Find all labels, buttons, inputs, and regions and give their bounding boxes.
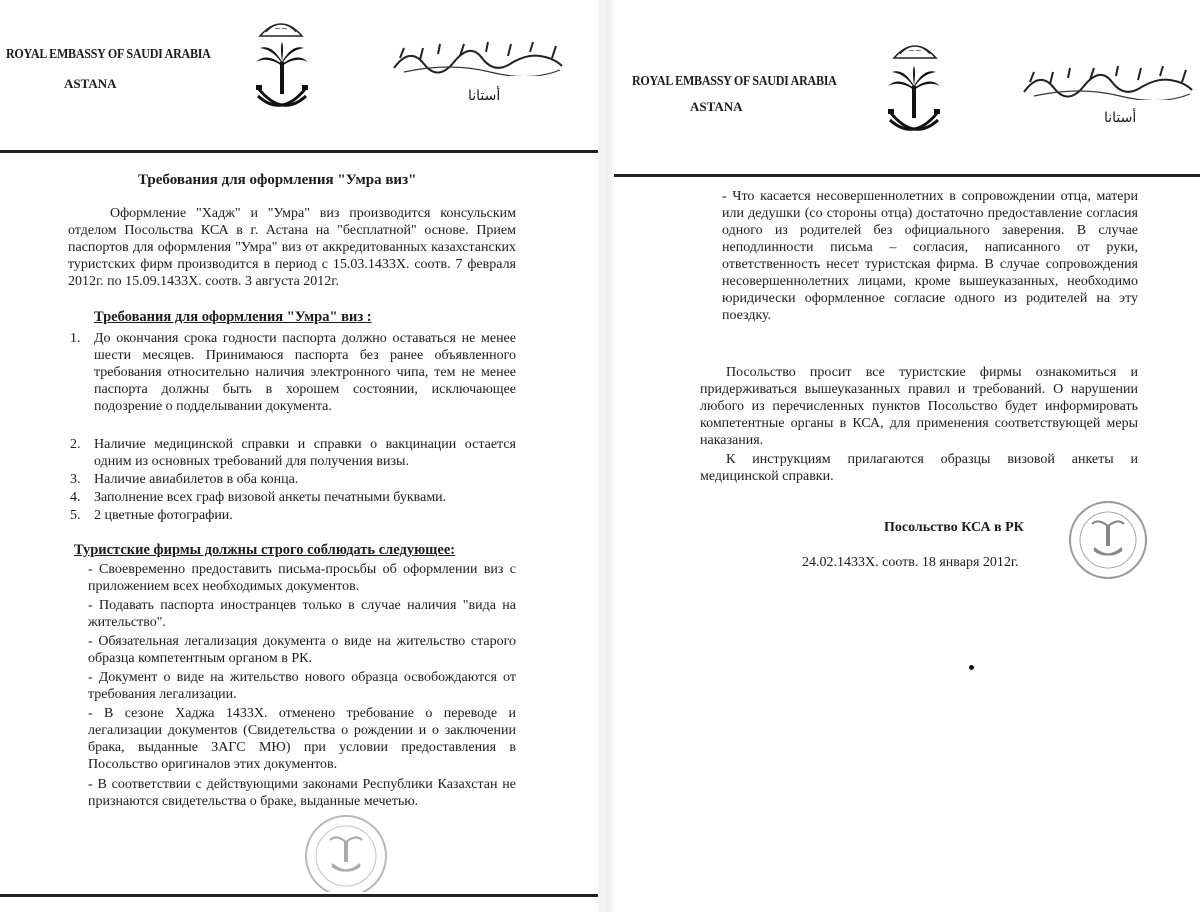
requirement-number: 3. <box>70 472 81 487</box>
requirement-number: 4. <box>70 490 81 505</box>
embassy-stamp-icon <box>1060 498 1156 582</box>
requirements-heading-text: Требования для оформления "Умра" виз <box>94 309 364 325</box>
agency-rule-3: - Обязательная легализация документа о виде на жительство старого образца компетентным органом в РК. <box>88 634 516 666</box>
minors-rule: - Что касается несовершеннолетних в сопровождении отца, матери или дедушки (со стороны отца) достаточно предоставление согласия одного из родителей без официального заверения. В случае неподлинности письма – согласия, написанного от руки, ответственность несет туристская фирма. В случае сопровождения несовершеннолетних лицами, кроме вышеуказанных, необходимо юридически оформленное согласие одного из родителей на эту поездку. <box>722 189 1138 323</box>
right-page <box>614 0 1200 880</box>
requirements-heading-colon: : <box>363 309 372 325</box>
embassy-city-ar: أستانا <box>1104 110 1137 126</box>
embassy-city-en: ASTANA <box>690 99 743 114</box>
embassy-name-en: ROYAL EMBASSY OF SAUDI ARABIA <box>632 74 837 89</box>
agency-rule-4: - Документ о виде на жительство нового образца освобождаются от требования легализации. <box>88 670 516 702</box>
requirement-text: Наличие медицинской справки и справки о вакцинации остается одним из основных требований для получения визы. <box>94 437 516 469</box>
document-date: 24.02.1433Х. соотв. 18 января 2012г. <box>802 555 1019 570</box>
embassy-name-en: ROYAL EMBASSY OF SAUDI ARABIA <box>6 47 211 62</box>
header-divider <box>0 150 598 153</box>
left-page <box>0 0 598 912</box>
closing-paragraph-2: К инструкциям прилагаются образцы визовой анкеты и медицинской справки. <box>700 452 1138 484</box>
requirement-item-4 <box>70 489 516 506</box>
svg-text:~~: ~~ <box>274 24 288 33</box>
embassy-city-ar: أستانا <box>468 88 501 104</box>
agency-rule-5: - В сезоне Хаджа 1433Х. отменено требование о переводе и легализации документов (Свидетельства о рождении и о заключении брака, выданные ЗАГС МЮ) при условии предоставления в Посольство оригиналов этих документов. <box>88 706 516 772</box>
requirement-item-5 <box>70 507 516 524</box>
requirement-text: Заполнение всех граф визовой анкеты печатными буквами. <box>94 490 447 505</box>
requirement-number: 2. <box>70 437 81 452</box>
intro-paragraph: Оформление "Хадж" и "Умра" виз производится консульским отделом Посольства КСА в г. Астана на "бесплатной" основе. Прием паспортов для оформления "Умра" виз от аккредитованных казахстанских туристских фирм производится в период с 15.03.1433Х. соотв. 7 февраля 2012г. по 15.09.1433Х. соотв. 3 августа 2012г. <box>68 206 516 289</box>
closing-paragraph-1: Посольство просит все туристские фирмы ознакомиться и придерживаться вышеуказанных правил и требований. О нарушении любого из перечисленных пунктов Посольство будет информировать компетентные органы в КСА, для применения соответствующей меры наказания. <box>700 365 1138 448</box>
agency-rule-2: - Подавать паспорта иностранцев только в случае наличия "вида на жительство". <box>88 598 516 630</box>
saudi-emblem-icon <box>884 66 944 142</box>
arabic-calligraphy-logo <box>390 40 566 76</box>
requirement-number: 5. <box>70 508 81 523</box>
requirement-text: До окончания срока годности паспорта должно оставаться не менее шести месяцев. Принимаюся паспорта без ранее объявленного требования относительно наличия электронного чипа, тем не менее паспорта должны быть в хорошем состоянии, исключающее подозрение о подделывании документа. <box>94 331 516 414</box>
svg-text:~~: ~~ <box>908 46 922 55</box>
agency-rule-6: - В соответствии с действующими законами Республики Казахстан не признаются свидетельства о браке, выданные мечетью. <box>88 777 516 809</box>
arabic-calligraphy-logo <box>1020 64 1196 100</box>
crown-ornament-icon <box>258 14 304 38</box>
requirement-number: 1. <box>70 331 81 346</box>
requirement-text: 2 цветные фотографии. <box>94 508 233 523</box>
header-divider <box>614 174 1200 177</box>
requirements-heading <box>94 309 372 326</box>
requirement-item-2 <box>70 436 516 470</box>
agency-rule-1: - Своевременно предоставить письма-просьбы об оформлении виз с приложением всех необходимых документов. <box>88 562 516 594</box>
requirement-item-3 <box>70 471 516 488</box>
embassy-city-en: ASTANA <box>64 76 117 91</box>
agencies-heading: Туристские фирмы должны строго соблюдать следующее: <box>74 542 456 558</box>
page-edge-shadow <box>606 0 614 912</box>
requirement-item-1 <box>70 330 516 415</box>
embassy-stamp-icon <box>296 812 396 892</box>
saudi-emblem-icon <box>252 42 312 118</box>
document-title: Требования для оформления "Умра виз" <box>138 172 417 188</box>
footer-divider <box>0 894 598 897</box>
requirement-text: Наличие авиабилетов в оба конца. <box>94 472 299 487</box>
signature-line: Посольство КСА в РК <box>884 520 1024 535</box>
crown-ornament-icon <box>892 36 938 60</box>
speck-mark <box>969 665 974 670</box>
